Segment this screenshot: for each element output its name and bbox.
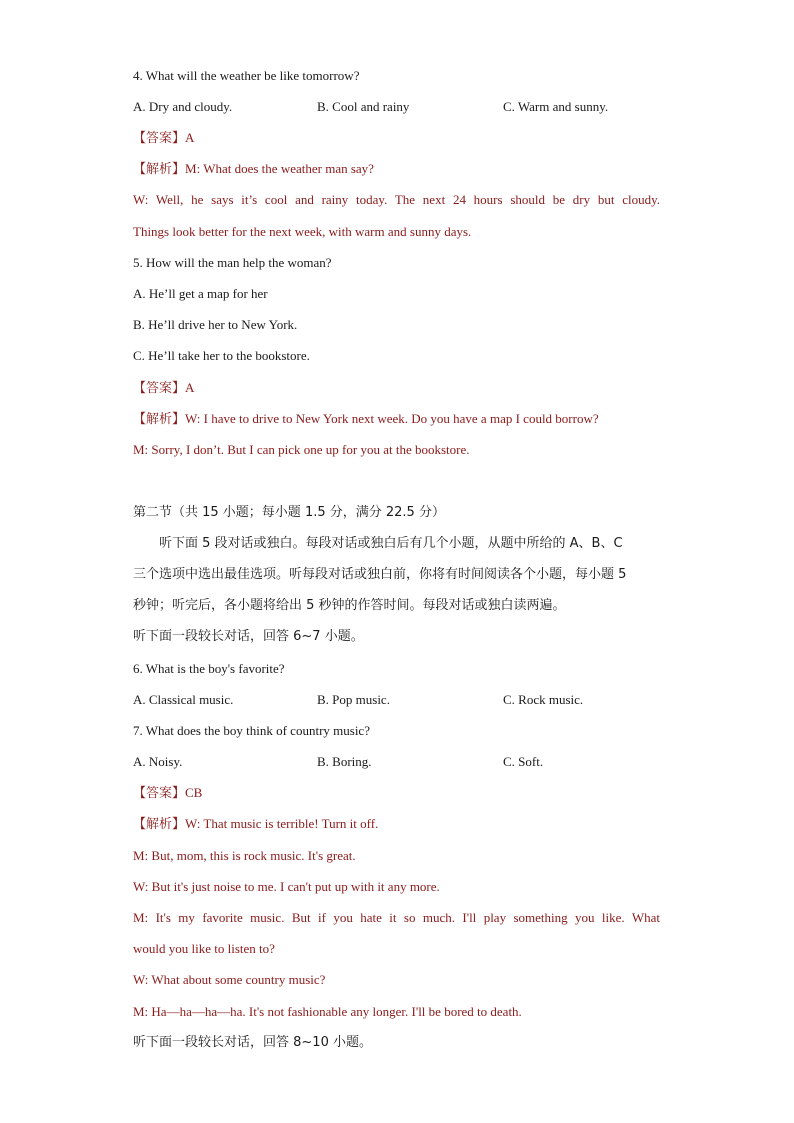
q6-option-c: C. Rock music. [503,692,584,707]
q4-option-a: A. Dry and cloudy. [133,99,233,114]
q4-analysis-line-3: Things look better for the next week, with warm and sunny days. [133,224,472,239]
q7-analysis-line-3: W: But it's just noise to me. I can't put up with it any more. [133,879,440,894]
q5-option-a: A. He’ll get a map for her [133,286,268,301]
q6-option-b: B. Pop music. [317,692,390,707]
question-6: 6. What is the boy's favorite? [133,661,285,676]
q7-analysis-line-4: M: It's my favorite music. But if you hate it so much. I'll play something you like. What [133,910,660,925]
section-2-heading: 第二节（共 15 小题；每小题 1.5 分，满分 22.5 分） [133,505,445,520]
q4-answer [133,129,194,148]
q5-option-b: B. He’ll drive her to New York. [133,317,298,332]
section-2-instructions-3: 秒钟；听完后，各小题将给出 5 秒钟的作答时间。每段对话或独白读两遍。 [133,598,566,613]
intro-questions-6-7: 听下面一段较长对话，回答 6~7 小题。 [133,629,364,644]
question-7: 7. What does the boy think of country music? [133,723,370,738]
q7-option-a: A. Noisy. [133,754,183,769]
q5-option-c: C. He’ll take her to the bookstore. [133,348,310,363]
q4-option-c: C. Warm and sunny. [503,99,609,114]
q7-option-c: C. Soft. [503,754,544,769]
q5-analysis-line-1 [133,410,599,429]
q7-analysis-line-7: M: Ha—ha—ha—ha. It's not fashionable any longer. I'll be bored to death. [133,1004,522,1019]
intro-questions-8-10: 听下面一段较长对话，回答 8~10 小题。 [133,1035,372,1050]
answer-tag: 【答案】 [133,381,186,396]
q6-7-answer [133,784,202,803]
section-2-instructions-2: 三个选项中选出最佳选项。听每段对话或独白前，你将有时间阅读各个小题，每小题 5 [133,567,627,582]
section-2-instructions-1: 听下面 5 段对话或独白。每段对话或独白后有几个小题，从题中所给的 A、B、C [159,536,623,551]
q4-analysis-line-2: W: Well, he says it’s cool and rainy today. The next 24 hours should be dry but cloudy. [133,192,660,207]
q6-7-answer-value: CB [185,785,203,800]
question-4: 4. What will the weather be like tomorrow? [133,68,360,83]
q7-analysis-line-2: M: But, mom, this is rock music. It's great. [133,848,356,863]
q7-option-b: B. Boring. [317,754,372,769]
analysis-tag: 【解析】 [133,162,186,177]
q5-analysis-text-1: W: I have to drive to New York next week. Do you have a map I could borrow? [185,411,599,426]
q7-analysis-line-1 [133,815,378,834]
answer-tag: 【答案】 [133,786,186,801]
q7-analysis-text-1: W: That music is terrible! Turn it off. [185,816,379,831]
q5-answer-value: A [185,380,195,395]
answer-tag: 【答案】 [133,131,186,146]
q4-answer-value: A [185,130,195,145]
analysis-tag: 【解析】 [133,817,186,832]
q5-analysis-line-2: M: Sorry, I don’t. But I can pick one up for you at the bookstore. [133,442,470,457]
analysis-tag: 【解析】 [133,412,186,427]
question-5: 5. How will the man help the woman? [133,255,332,270]
q7-analysis-line-5: would you like to listen to? [133,941,275,956]
q6-option-a: A. Classical music. [133,692,234,707]
q5-answer [133,379,194,398]
q7-analysis-line-6: W: What about some country music? [133,972,326,987]
q4-analysis-text-1: M: What does the weather man say? [185,161,374,176]
q4-analysis-line-1 [133,160,374,179]
q4-option-b: B. Cool and rainy [317,99,410,114]
